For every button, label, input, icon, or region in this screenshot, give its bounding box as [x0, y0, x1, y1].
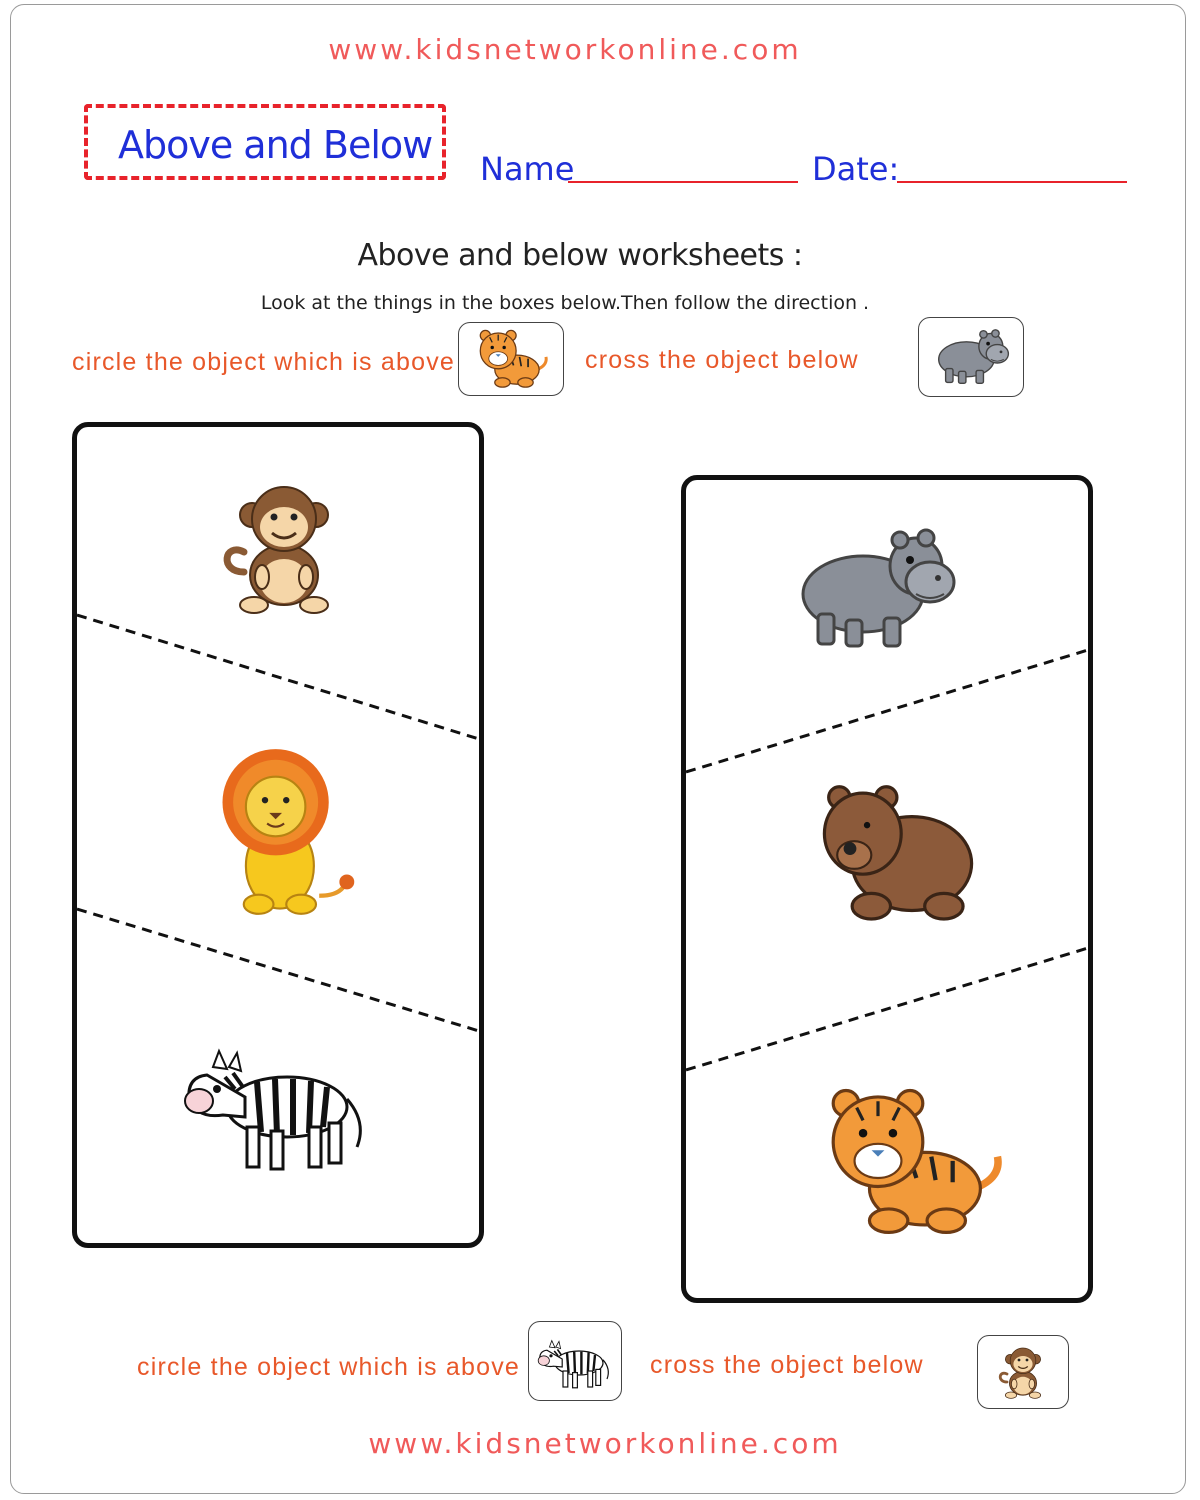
circle-target-chip-bottom: [528, 1321, 622, 1401]
cross-target-chip-bottom: [977, 1335, 1069, 1409]
site-url-bottom: www.kidsnetworkonline.com: [368, 1427, 842, 1460]
monkey-icon: [993, 1344, 1053, 1400]
monkey-icon[interactable]: [209, 477, 359, 617]
cross-instruction-bottom: cross the object below: [650, 1351, 924, 1379]
zebra-icon: [535, 1331, 615, 1391]
cross-instruction-top: cross the object below: [585, 346, 859, 374]
worksheet-direction: Look at the things in the boxes below.Then follow the direction .: [260, 292, 870, 314]
cross-target-chip-top: [918, 317, 1024, 397]
hippo-icon[interactable]: [788, 524, 958, 654]
worksheet-title-box: [84, 104, 446, 180]
name-field[interactable]: [568, 181, 798, 183]
left-animal-panel: [72, 422, 484, 1248]
divider-line: [686, 650, 1088, 772]
lion-icon[interactable]: [207, 747, 357, 917]
zebra-icon[interactable]: [172, 1027, 382, 1177]
date-label: Date:: [812, 150, 900, 188]
site-url-top: www.kidsnetworkonline.com: [328, 33, 802, 66]
tiger-icon[interactable]: [810, 1082, 1010, 1242]
tiger-icon: [468, 327, 554, 391]
divider-line: [686, 948, 1088, 1070]
worksheet-title: Above and Below: [118, 123, 433, 167]
name-label: Name: [480, 150, 575, 188]
bear-icon[interactable]: [818, 780, 978, 930]
divider-line: [77, 615, 479, 739]
circle-target-chip-top: [458, 322, 564, 396]
circle-instruction-bottom: circle the object which is above: [137, 1353, 521, 1381]
divider-line: [77, 909, 479, 1031]
right-animal-panel: [681, 475, 1093, 1303]
date-field[interactable]: [897, 181, 1127, 183]
circle-instruction-top: circle the object which is above: [72, 348, 456, 376]
hippo-icon: [931, 327, 1011, 387]
worksheet-heading: Above and below worksheets :: [357, 238, 803, 273]
